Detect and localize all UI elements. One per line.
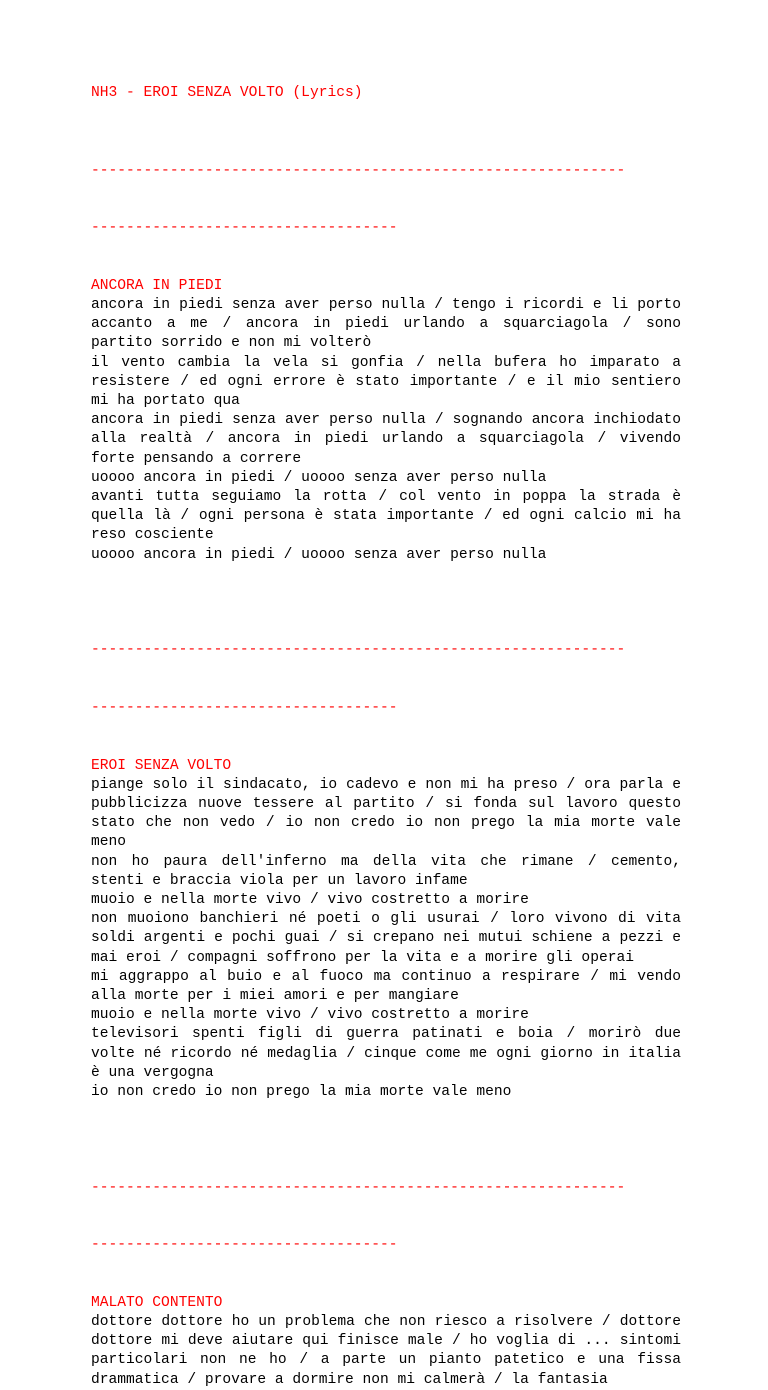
lyric-line: televisori spenti figli di guerra patinati e boia / morirò due volte né ricordo né medaglia / cinque come me ogni giorno in italia è una vergogna xyxy=(91,1026,681,1081)
lyric-line: avanti tutta seguiamo la rotta / col vento in poppa la strada è quella là / ogni persona è stata importante / ed ogni calcio mi ha reso cosciente xyxy=(91,489,681,544)
section-heading: EROI SENZA VOLTO xyxy=(91,757,232,774)
lyric-line: ancora in piedi senza aver perso nulla / tengo i ricordi e li porto accanto a me / ancora in piedi urlando a squarciagola / sono partito sorrido e non mi volterò xyxy=(91,297,681,352)
lyric-line: ancora in piedi senza aver perso nulla / sognando ancora inchiodato alla realtà / ancora in piedi urlando a squarciagola / vivendo forte pensando a correre xyxy=(91,412,681,467)
divider-line: ----------------------------------- xyxy=(91,220,398,237)
section-eroi-senza-volto xyxy=(91,603,681,1102)
section-heading: MALATO CONTENTO xyxy=(91,1294,223,1311)
document-title: NH3 - EROI SENZA VOLTO (Lyrics) xyxy=(91,85,363,101)
lyric-line: non muoiono banchieri né poeti o gli usurai / loro vivono di vita soldi argenti e pochi guai / si crepano nei mutui schiene a pezzi e mai eroi / compagni soffrono per la vita e a morire gli operai xyxy=(91,911,681,966)
lyrics-document xyxy=(91,84,681,1390)
divider-line: ----------------------------------- xyxy=(91,1237,398,1254)
section-divider xyxy=(91,603,681,757)
section-heading: ANCORA IN PIEDI xyxy=(91,277,223,294)
lyric-line: il vento cambia la vela si gonfia / nella bufera ho imparato a resistere / ed ogni errore è stato importante / e il mio sentiero mi ha portato qua xyxy=(91,354,681,410)
section-ancora-in-piedi xyxy=(91,123,681,565)
section-divider xyxy=(91,123,681,277)
divider-line: ----------------------------------- xyxy=(91,699,398,716)
divider-line: ------------------------------------------------------------- xyxy=(91,642,626,659)
divider-line: ------------------------------------------------------------- xyxy=(91,162,626,179)
divider-line: ------------------------------------------------------------- xyxy=(91,1179,626,1196)
lyric-line: uoooo ancora in piedi / uoooo senza aver perso nulla xyxy=(91,469,547,486)
lyric-line: uoooo ancora in piedi / uoooo senza aver perso nulla xyxy=(91,546,547,563)
lyric-line: mi aggrappo al buio e al fuoco ma continuo a respirare / mi vendo alla morte per i miei amori e per mangiare xyxy=(91,968,681,1004)
lyric-line: io non credo io non prego la mia morte vale meno xyxy=(91,1083,512,1100)
lyric-line: muoio e nella morte vivo / vivo costretto a morire xyxy=(91,891,529,908)
lyric-line: piange solo il sindacato, io cadevo e non mi ha preso / ora parla e pubblicizza nuove tessere al partito / si fonda sul lavoro questo stato che non vedo / io non credo io non prego la mia morte vale meno xyxy=(91,776,681,851)
lyric-line: dottore dottore ho un problema che non riesco a risolvere / dottore dottore mi deve aiutare qui finisce male / ho voglia di ... sintomi particolari non ne ho / a parte un pianto patetico e una fissa drammatica / provare a dormire non mi calmerà / la fantasia xyxy=(91,1313,681,1388)
lyric-line: non ho paura dell'inferno ma della vita che rimane / cemento, stenti e braccia viola per un lavoro infame xyxy=(91,853,681,889)
section-malato-contento xyxy=(91,1140,681,1390)
lyric-line: muoio e nella morte vivo / vivo costretto a morire xyxy=(91,1007,529,1024)
section-divider xyxy=(91,1140,681,1294)
